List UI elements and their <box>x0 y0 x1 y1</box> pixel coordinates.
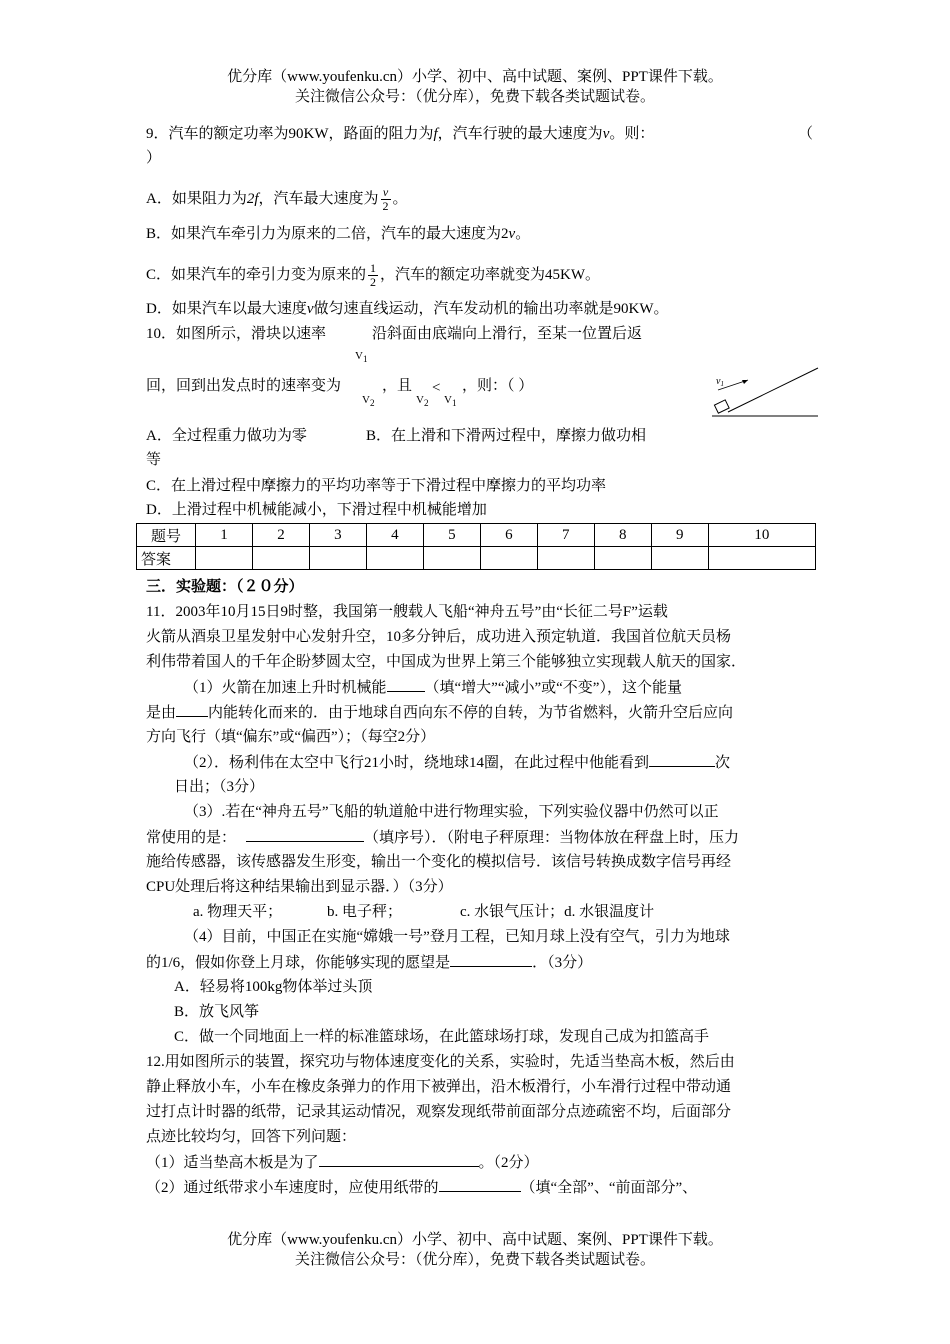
answer-cell[interactable] <box>366 547 423 570</box>
q11-paragraph-line-2: 火箭从酒泉卫星发射中心发射升空，10多分钟后，成功进入预定轨道．我国首位航天员杨 <box>146 629 732 645</box>
answer-cell[interactable] <box>309 547 366 570</box>
answer-cell[interactable] <box>537 547 594 570</box>
q11-sub3-line-1: （3）.若在“神舟五号”飞船的轨道舱中进行物理实验，下列实验仪器中仍然可以正 <box>184 804 719 820</box>
answer-cell[interactable] <box>594 547 651 570</box>
q9-option-b: B．如果汽车牵引力为原来的二倍，汽车的最大速度为2v。 <box>146 226 531 242</box>
q11-sub4-option-a: A．轻易将100kg物体举过头顶 <box>174 979 373 995</box>
q10-option-b-continued: 等 <box>146 452 162 468</box>
footer-line-2: 关注微信公众号：（优分库），免费下载各类试题试卷。 <box>294 1252 655 1268</box>
q9-paren-open: （ <box>798 126 814 142</box>
answer-table-header-row <box>137 524 816 547</box>
q11-sub1-line-3: 方向飞行（填“偏东”或“偏西”）；（每空2分） <box>146 729 436 745</box>
q10-option-b: B．在上滑和下滑两过程中，摩擦力做功相 <box>366 428 647 444</box>
answer-table-number: 3 <box>309 524 366 547</box>
q10-symbol-v1-compare: $V_1$ <box>444 394 457 409</box>
q10-line-2a: 回，回到出发点时的速率变为 <box>146 378 342 394</box>
figure-label-v1: $v_1$ <box>716 376 724 388</box>
section-3-title: 三．实验题：（２０分） <box>146 579 304 595</box>
q11-instrument-b: b. 电子秤； <box>327 904 403 920</box>
q12-sub1: （1）适当垫高木板是为了 。（2分） <box>146 1152 539 1173</box>
q10-option-a: A．全过程重力做功为零 <box>146 428 307 444</box>
blank-usable-instruments[interactable] <box>246 827 364 842</box>
header-line-1: 优分库（www.youfenku.cn）小学、初中、高中试题、案例、PPT课件下载。 <box>227 69 723 85</box>
answer-cell[interactable] <box>252 547 309 570</box>
q11-paragraph-line-3: 利伟带着国人的千年企盼梦圆太空，中国成为世界上第三个能够独立实现载人航天的国家． <box>146 654 747 670</box>
answer-table-number: 4 <box>366 524 423 547</box>
answer-table-number: 10 <box>708 524 815 547</box>
q9-option-c: C．如果汽车的牵引力变为原来的 $\frac{1}{2}$ ，汽车的额定功率就变为45KW。 <box>146 261 601 289</box>
header-line-2: 关注微信公众号：（优分库），免费下载各类试题试卷。 <box>294 89 655 105</box>
q10-line-1a: 10．如图所示，滑块以速率 <box>146 326 327 342</box>
incline-figure <box>706 362 822 420</box>
q10-symbol-v1: $V_1$ <box>355 350 368 365</box>
q9-option-d: D．如果汽车以最大速度v做匀速直线运动，汽车发动机的输出功率就是90KW。 <box>146 301 669 317</box>
q11-sub3-line-3: 施给传感器，该传感器发生形变，输出一个变化的模拟信号．该信号转换成数字信号再经 <box>146 854 732 870</box>
fraction-one-half: $\frac{1}{2}$ <box>370 261 377 289</box>
q10-line-2b: ，且 <box>382 378 413 394</box>
answer-table-number: 6 <box>480 524 537 547</box>
answer-table-label-number: 题号 <box>137 524 196 547</box>
q11-sub1-line-1: （1）火箭在加速上升时机械能 （填“增大”“减小”或“不变”），这个能量 <box>184 677 682 698</box>
q11-instrument-a: a. 物理天平； <box>193 904 283 920</box>
q12-paragraph-line-1: 12.用如图所示的装置，探究功与物体速度变化的关系，实验时，先适当垫高木板，然后由 <box>146 1054 735 1070</box>
fraction-v-over-2: $\frac{v}{2}$ <box>382 185 389 213</box>
q10-symbol-v2: $V_2$ <box>362 394 375 409</box>
answer-cell[interactable] <box>480 547 537 570</box>
q11-sub3-line-2: 常使用的是： （填序号）．（附电子秤原理：当物体放在秤盘上时，压力 <box>146 827 739 848</box>
answer-table-number: 8 <box>594 524 651 547</box>
q11-sub4-option-b: B．放飞风筝 <box>174 1004 260 1020</box>
answer-cell[interactable] <box>651 547 708 570</box>
answer-cell[interactable] <box>423 547 480 570</box>
answer-table-number: 2 <box>252 524 309 547</box>
answer-table-answer-row <box>137 547 816 570</box>
blank-tape-section[interactable] <box>439 1177 521 1192</box>
q10-symbol-v2-compare: $V_2$ <box>416 394 429 409</box>
q10-line-2c: ，则：（ ） <box>462 378 534 394</box>
q11-sub2-line-1: （2）．杨利伟在太空中飞行21小时，绕地球14圈，在此过程中他能看到 次 <box>184 752 730 773</box>
q12-paragraph-line-2: 静止释放小车，小车在橡皮条弹力的作用下被弹出，沿木板滑行，小车滑行过程中带动通 <box>146 1079 732 1095</box>
q11-sub2-line-2: 日出；（3分） <box>174 779 265 795</box>
footer-line-1: 优分库（www.youfenku.cn）小学、初中、高中试题、案例、PPT课件下载。 <box>227 1232 723 1248</box>
q11-sub3-line-4: CPU处理后将这种结果输出到显示器．）（3分） <box>146 879 453 895</box>
blank-mechanical-energy[interactable] <box>387 677 425 692</box>
blank-sunrise-count[interactable] <box>649 752 715 767</box>
q10-less-than: < <box>432 380 441 396</box>
q11-sub1-line-2: 是由 内能转化而来的．由于地球自西向东不停的自转，为节省燃料，火箭升空后应向 <box>146 702 733 723</box>
q10-option-c: C．在上滑过程中摩擦力的平均功率等于下滑过程中摩擦力的平均功率 <box>146 478 607 494</box>
blank-energy-source[interactable] <box>176 702 208 717</box>
answer-cell[interactable] <box>196 547 253 570</box>
q10-line-1b: 沿斜面由底端向上滑行，至某一位置后返 <box>372 326 643 342</box>
q12-paragraph-line-4: 点迹比较均匀，回答下列问题： <box>146 1129 357 1145</box>
blank-raise-board-purpose[interactable] <box>319 1152 479 1167</box>
slider-block <box>714 400 729 413</box>
q11-sub4-line-2: 的1/6，假如你登上月球，你能够实现的愿望是 ．（3分） <box>146 952 592 973</box>
q11-instrument-cd: c. 水银气压计；d. 水银温度计 <box>460 904 655 920</box>
answer-table-number: 5 <box>423 524 480 547</box>
answer-table-number: 1 <box>196 524 253 547</box>
q11-sub4-line-1: （4）目前，中国正在实施“嫦娥一号”登月工程，已知月球上没有空气，引力为地球 <box>184 929 730 945</box>
q12-sub2: （2）通过纸带求小车速度时，应使用纸带的 （填“全部”、“前面部分”、 <box>146 1177 697 1198</box>
q12-paragraph-line-3: 过打点计时器的纸带，记录其运动情况，观察发现纸带前面部分点迹疏密不均，后面部分 <box>146 1104 732 1120</box>
q11-paragraph-line-1: 11．2003年10月15日9时整，我国第一艘载人飞船“神舟五号”由“长征二号F”运载 <box>146 604 668 620</box>
incline-slope-line <box>728 368 818 412</box>
q9-option-a: A．如果阻力为2f，汽车最大速度为 $\frac{v}{2}$ 。 <box>146 185 408 213</box>
blank-moon-wish[interactable] <box>450 952 532 967</box>
q9-paren-close: ） <box>146 150 162 166</box>
answer-table-label-answer: 答案 <box>137 547 196 570</box>
answer-table-number: 9 <box>651 524 708 547</box>
q9-stem: 9．汽车的额定功率为90KW，路面的阻力为f，汽车行驶的最大速度为v。则： <box>146 126 655 142</box>
q11-sub4-option-c: C．做一个同地面上一样的标准篮球场，在此篮球场打球，发现自己成为扣篮高手 <box>174 1029 710 1045</box>
answer-cell[interactable] <box>708 547 815 570</box>
answer-table <box>136 523 816 570</box>
answer-table-number: 7 <box>537 524 594 547</box>
q10-option-d: D．上滑过程中机械能减小，下滑过程中机械能增加 <box>146 502 487 518</box>
